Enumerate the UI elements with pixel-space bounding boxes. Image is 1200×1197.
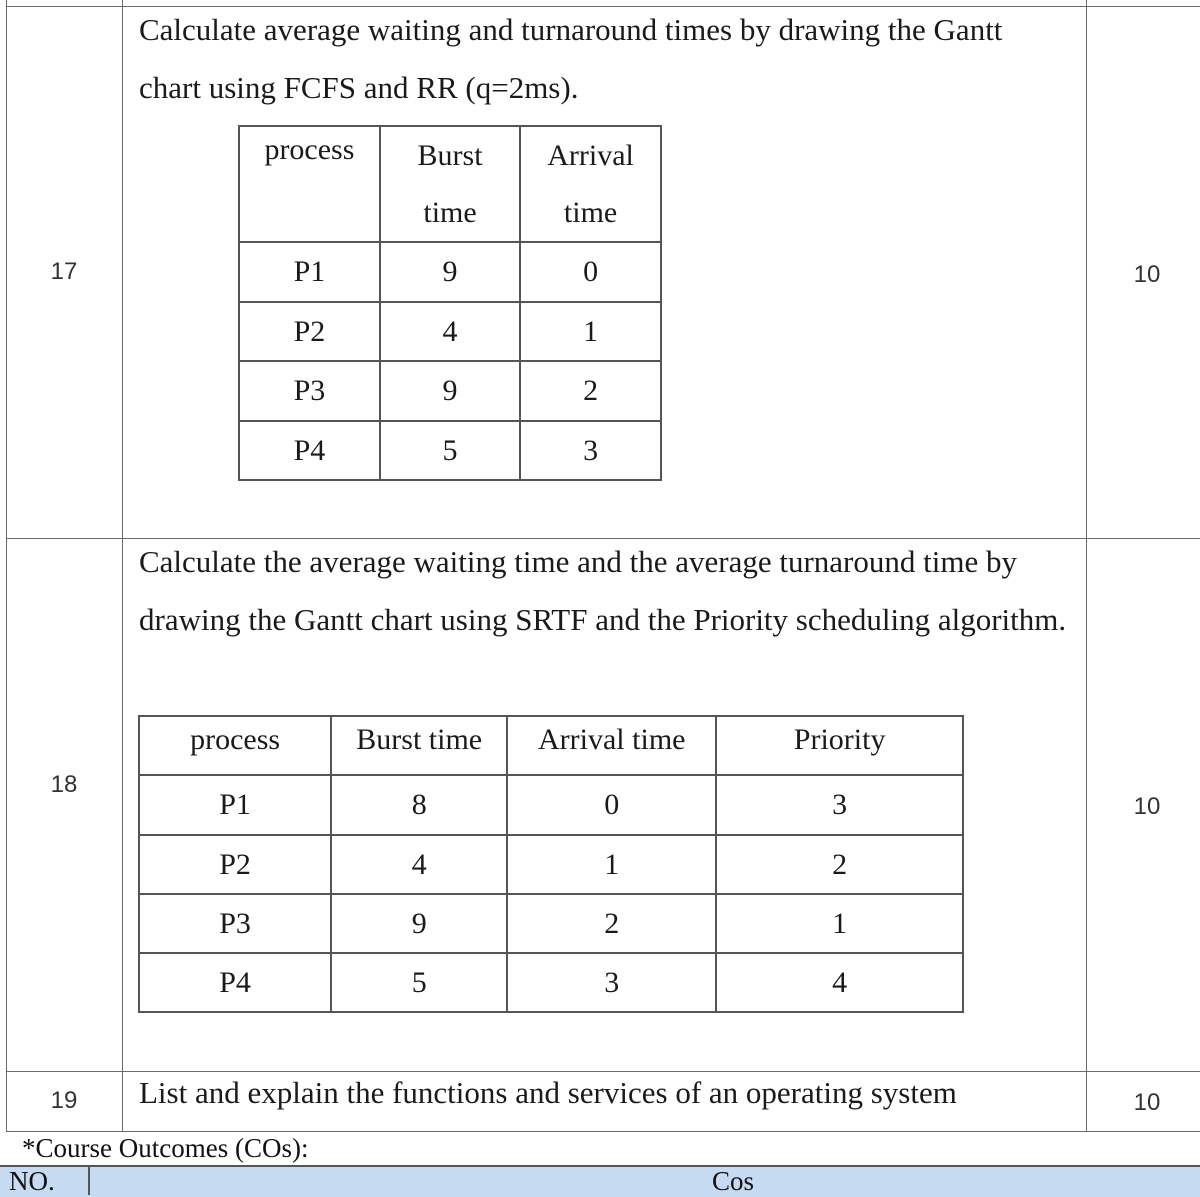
cell-burst-time: 8: [331, 775, 507, 835]
question-number: 19: [50, 1087, 78, 1114]
cell-priority: 2: [716, 835, 963, 894]
question-number: 18: [50, 771, 78, 798]
table-row: [139, 953, 963, 1012]
course-outcomes-header-no: NO.: [9, 1166, 55, 1196]
cell-burst-time: 5: [380, 421, 520, 480]
cell-burst-time: 9: [380, 242, 520, 302]
cell-priority: 3: [716, 775, 963, 835]
cell-process: P2: [239, 302, 380, 361]
question-marks: 10: [1133, 261, 1161, 288]
header-line: Arrival: [547, 139, 634, 172]
cell-arrival-time: 1: [520, 302, 661, 361]
cell-arrival-time: 2: [520, 361, 661, 421]
cell-arrival-time: 1: [507, 835, 716, 894]
cell-burst-time: 9: [331, 894, 507, 953]
question-text: List and explain the functions and services of an operating system: [139, 1075, 957, 1110]
table-row: [239, 421, 661, 480]
cell-burst-time: 4: [331, 835, 507, 894]
cell-burst-time: 4: [380, 302, 520, 361]
header-process: process: [139, 716, 331, 775]
header-process: [239, 126, 380, 242]
table-header-row: [239, 126, 661, 242]
cell-arrival-time: 2: [507, 894, 716, 953]
srtf-priority-process-table: [138, 715, 964, 1013]
question-marks: 10: [1133, 793, 1161, 820]
cell-priority: 1: [716, 894, 963, 953]
table-row: [139, 894, 963, 953]
cell-burst-time: 9: [380, 361, 520, 421]
question-text: Calculate average waiting and turnaround times by drawing the Gantt chart using FCFS and RR (q=2ms).: [139, 12, 1003, 105]
question-number: 17: [50, 258, 78, 285]
course-outcomes-header-cos: Cos: [712, 1166, 755, 1196]
question-marks: 10: [1133, 1089, 1161, 1116]
cell-arrival-time: 3: [520, 421, 661, 480]
header-line: time: [563, 196, 618, 229]
header-arrival-time: [520, 126, 661, 242]
course-outcomes-label: *Course Outcomes (COs):: [22, 1133, 309, 1163]
cell-process: P1: [139, 775, 331, 835]
table-row: [139, 835, 963, 894]
cell-burst-time: 5: [331, 953, 507, 1012]
header-line: process: [264, 133, 355, 166]
outer-left-border: [6, 0, 7, 1132]
cell-arrival-time: 3: [507, 953, 716, 1012]
table-row: [139, 775, 963, 835]
cell-process: P2: [139, 835, 331, 894]
cell-arrival-time: 0: [520, 242, 661, 302]
table-row: [239, 242, 661, 302]
cell-process: P4: [239, 421, 380, 480]
header-priority: Priority: [716, 716, 963, 775]
header-burst-time: Burst time: [331, 716, 507, 775]
cell-process: P1: [239, 242, 380, 302]
header-line: time: [423, 196, 477, 229]
number-column-divider: [122, 0, 123, 1132]
cell-arrival-time: 0: [507, 775, 716, 835]
marks-column-divider: [1086, 0, 1087, 1132]
cell-process: P3: [239, 361, 380, 421]
table-row: [239, 361, 661, 421]
cell-process: P4: [139, 953, 331, 1012]
bottom-border: [6, 1131, 1200, 1132]
table-header-row: [139, 716, 963, 775]
header-line: Burst: [417, 139, 483, 172]
table-row: [239, 302, 661, 361]
question-text: Calculate the average waiting time and the average turnaround time by drawing the Gantt chart using SRTF and the Priority scheduling algorithm.: [139, 544, 1067, 637]
fcfs-rr-process-table: [238, 125, 662, 481]
cell-priority: 4: [716, 953, 963, 1012]
cell-process: P3: [139, 894, 331, 953]
header-arrival-time: Arrival time: [507, 716, 716, 775]
header-burst-time: [380, 126, 520, 242]
